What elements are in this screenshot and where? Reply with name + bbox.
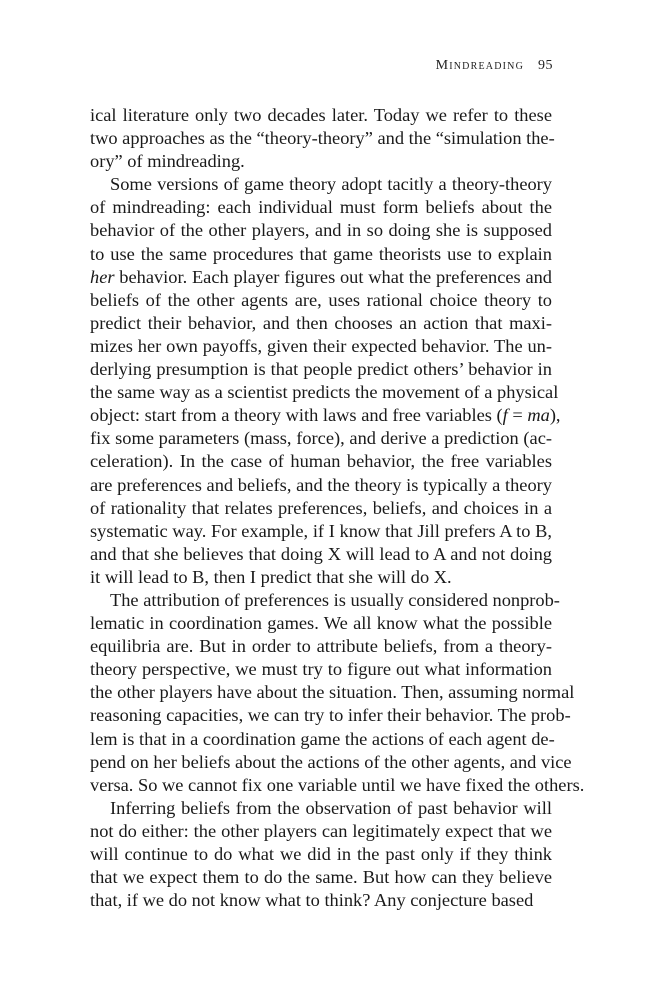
text-line: lem is that in a coordination game the actions of each agent de- (90, 728, 555, 749)
text-line: reasoning capacities, we can try to infer their behavior. The prob- (90, 705, 571, 726)
text-line: derlying presumption is that people predict others’ behavior in (90, 359, 552, 380)
paragraph (90, 104, 555, 173)
body-text (90, 104, 585, 912)
text-line: that, if we do not know what to think? Any conjecture based (90, 890, 534, 911)
paragraph (90, 589, 585, 797)
text-line: mizes her own payoffs, given their expected behavior. The un- (90, 335, 552, 356)
text-line: fix some parameters (mass, force), and derive a prediction (ac- (90, 428, 552, 449)
text-line: beliefs of the other agents are, uses rational choice theory to (90, 289, 552, 310)
text-line: object: start from a theory with laws and free variables (f = ma), (90, 405, 561, 426)
text-line: to use the same procedures that game theorists use to explain (90, 243, 552, 264)
running-title: Mindreading (435, 58, 524, 73)
text-line: The attribution of preferences is usually considered nonprob- (110, 589, 560, 610)
page-number: 95 (538, 58, 553, 73)
text-line: Inferring beliefs from the observation of past behavior will (110, 797, 552, 818)
text-line: it will lead to B, then I predict that she will do X. (90, 566, 452, 587)
text-line: her behavior. Each player figures out what the preferences and (90, 266, 552, 287)
text-line: versa. So we cannot fix one variable until we have fixed the others. (90, 774, 585, 795)
text-line: lematic in coordination games. We all know what the possible (90, 613, 552, 634)
text-line: not do either: the other players can legitimately expect that we (90, 820, 552, 841)
text-line: equilibria are. But in order to attribute beliefs, from a theory- (90, 636, 552, 657)
text-line: Some versions of game theory adopt tacitly a theory-theory (110, 174, 552, 195)
text-line: and that she believes that doing X will lead to A and not doing (90, 543, 552, 564)
text-line: behavior of the other players, and in so doing she is supposed (90, 220, 552, 241)
text-line: the other players have about the situation. Then, assuming normal (90, 682, 575, 703)
text-line: of mindreading: each individual must form beliefs about the (90, 197, 552, 218)
text-line: celeration). In the case of human behavior, the free variables (90, 451, 552, 472)
text-line: that we expect them to do the same. But how can they believe (90, 867, 552, 888)
text-line: two approaches as the “theory-theory” and the “simulation the- (90, 128, 555, 149)
text-line: ical literature only two decades later. Today we refer to these (90, 105, 552, 125)
text-line: systematic way. For example, if I know that Jill prefers A to B, (90, 520, 552, 541)
text-line: ory” of mindreading. (90, 151, 245, 172)
running-head (436, 58, 553, 74)
text-line: theory perspective, we must try to figure out what information (90, 659, 552, 680)
text-line: will continue to do what we did in the past only if they think (90, 844, 552, 864)
paragraph (90, 173, 561, 589)
text-line: are preferences and beliefs, and the theory is typically a theory (90, 474, 552, 495)
text-line: predict their behavior, and then chooses an action that maxi- (90, 312, 552, 333)
text-line: of rationality that relates preferences, beliefs, and choices in a (90, 497, 552, 518)
text-line: pend on her beliefs about the actions of the other agents, and vice (90, 751, 572, 772)
paragraph (90, 797, 552, 912)
text-line: the same way as a scientist predicts the movement of a physical (90, 382, 559, 403)
